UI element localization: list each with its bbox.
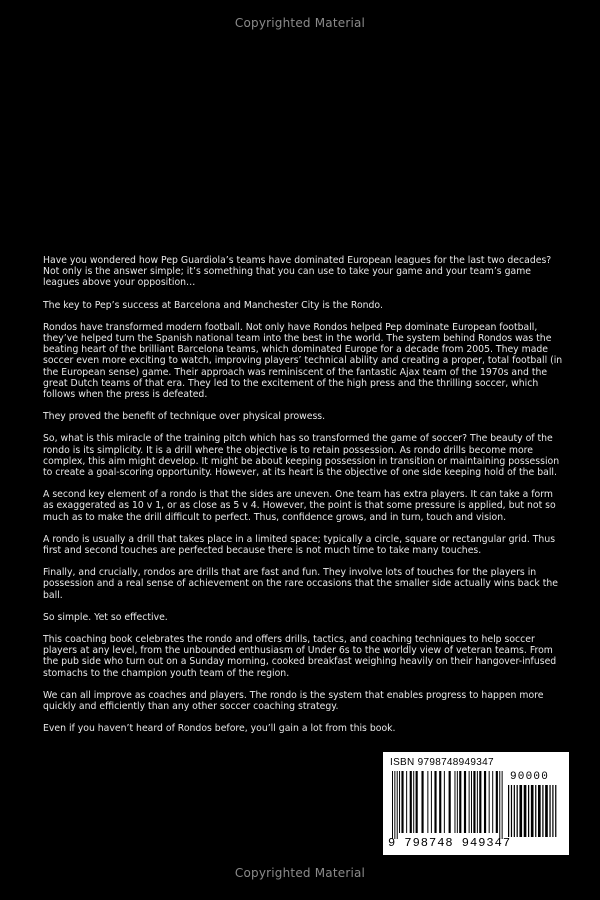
barcode-bar: [508, 785, 509, 837]
barcode-bar: [538, 785, 541, 837]
blurb-paragraph: This coaching book celebrates the rondo and offers drills, tactics, and coaching techniques to help soccer players at any level, from the unbounded enthusiasm of Under 6s to the worldly view of veteran teams. From the pub side who turn out on a Sunday morning, cooked breakfast weighing heavily on their hangover-infused stomachs to the champion youth team of the region.: [43, 634, 557, 679]
barcode-bar: [489, 771, 490, 833]
barcode-bar: [431, 771, 432, 833]
isbn-label: ISBN 9798748949347: [390, 757, 494, 768]
blurb-paragraph: Rondos have transformed modern football. Not only have Rondos helped Pep dominate European football, they’ve helped turn the Spanish national team into the best in the world. The system behind Rondos was the beating heart of the brilliant Barcelona teams, which dominated Europe for a decade from 2005. They made soccer even more exciting to watch, improving players’ technical ability and creating a proper, total football (in the European sense) game. Their approach was reminiscent of the fantastic Ajax team of the 1970s and the great Dutch teams of that era. They led to the excitement of the high press and the thrilling soccer, which follows when the press is defeated.: [43, 321, 563, 401]
barcode-bar: [555, 785, 556, 837]
barcode-bar: [496, 771, 498, 833]
barcode-bar: [502, 771, 503, 839]
back-cover-blurb: [43, 255, 563, 746]
barcode-bar: [542, 785, 543, 837]
barcode-bar: [397, 771, 398, 839]
barcode-bar: [392, 771, 393, 839]
barcode-bar: [394, 771, 395, 839]
barcode-bar: [552, 785, 553, 837]
isbn-barcode-block: [383, 752, 569, 855]
blurb-paragraph: Finally, and crucially, rondos are drills that are fast and fun. They involve lots of touches for the players in possession and a real sense of achievement on the rare occasions that the smaller side actually wins back the ball.: [43, 567, 558, 601]
barcode-bar: [479, 771, 481, 833]
blurb-paragraph: A rondo is usually a drill that takes place in a limited space; typically a circle, square or rectangular grid. Thus first and second touches are perfected because there is not much time to take many touches.: [43, 533, 556, 557]
barcode-bar: [528, 785, 529, 837]
blurb-paragraph: The key to Pep’s success at Barcelona and Manchester City is the Rondo.: [43, 299, 383, 311]
blurb-paragraph: So, what is this miracle of the training pitch which has so transformed the game of soccer? The beauty of the rondo is its simplicity. It is a drill where the objective is to retain possession. As rondo drills become more complex, this aim might develop. It might be about keeping possession in transition or maintaining possession to create a goal-scoring opportunity. However, at its heart is the objective of one side keeping hold of the ball.: [43, 433, 560, 479]
barcode-bar: [484, 771, 486, 833]
copyright-watermark-top: Copyrighted Material: [234, 16, 366, 30]
blurb-paragraph: They proved the benefit of technique over physical prowess.: [43, 411, 326, 423]
barcode-bar: [492, 771, 493, 833]
blurb-paragraph: So simple. Yet so effective.: [43, 611, 168, 623]
barcode-bar: [421, 771, 423, 833]
barcode-bar: [471, 771, 472, 833]
barcode-bar: [511, 785, 512, 837]
barcode-bar: [469, 771, 470, 833]
barcode-bar: [517, 785, 518, 837]
barcode-bar: [410, 771, 412, 833]
barcode-bar: [519, 785, 522, 837]
blurb-paragraph: A second key element of a rondo is that the sides are uneven. One team has extra players. It can take a form as exaggerated as 10 v 1, or as close as 5 v 4. However, the point is that some pressure is applied, but not so much as to make the drill difficult to perfect. Thus, confidence grows, and in turn, touch and vision.: [43, 489, 556, 523]
barcode-bar: [444, 771, 445, 833]
barcode-bar: [477, 771, 478, 833]
barcode-bar: [464, 771, 466, 833]
barcode-bar: [524, 785, 527, 837]
barcode-bar: [549, 785, 550, 837]
barcode-bar: [427, 771, 428, 833]
barcode-bar: [434, 771, 436, 833]
blurb-paragraph: Even if you haven’t heard of Rondos before, you’ll gain a lot from this book.: [43, 723, 396, 735]
blurb-paragraph: We can all improve as coaches and players. The rondo is the system that enables progress to happen more quickly and efficiently than any other soccer coaching strategy.: [43, 689, 544, 713]
barcode-bar: [459, 771, 461, 833]
barcode-bar: [535, 785, 536, 837]
blurb-paragraph: Have you wondered how Pep Guardiola’s teams have dominated European leagues for the last two decades? Not only is the answer simple; it’s something that you can use to take your game and your team’s game leagues above your opposition…: [43, 255, 552, 289]
ean-barcode: [392, 771, 504, 839]
barcode-bar: [406, 771, 407, 833]
barcode-bar: [454, 771, 455, 833]
barcode-bar: [473, 771, 475, 833]
price-addon-digits: 90000: [510, 771, 550, 783]
barcode-bar: [457, 771, 458, 833]
copyright-watermark-bottom: Copyrighted Material: [234, 866, 366, 880]
barcode-bar: [416, 771, 418, 833]
barcode-bar: [545, 785, 548, 837]
barcode-bar: [401, 771, 403, 833]
barcode-bar: [439, 771, 441, 833]
barcode-bar: [449, 771, 451, 833]
barcode-bar: [399, 771, 400, 833]
price-addon-barcode: [508, 785, 562, 839]
barcode-bar: [531, 785, 534, 837]
ean-digits: 9 798748 949347: [388, 836, 512, 850]
barcode-bar: [514, 785, 515, 837]
barcode-bar: [499, 771, 500, 839]
barcode-bar: [413, 771, 414, 833]
